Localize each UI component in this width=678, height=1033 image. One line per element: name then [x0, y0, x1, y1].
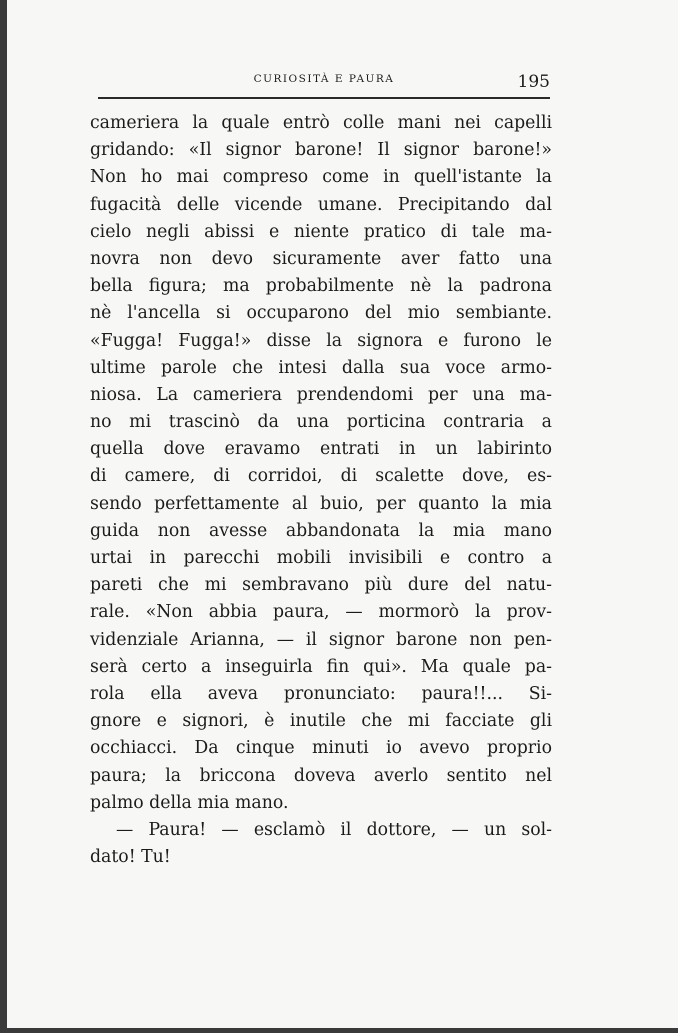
page-number: 195 [517, 72, 550, 92]
text-line: gridando: «Il signor barone! Il signor barone!» [90, 140, 552, 161]
text-line: fugacità delle vicende umane. Precipitando dal [90, 194, 552, 215]
text-line: urtai in parecchi mobili invisibili e contro a [90, 548, 552, 568]
scan-bottom-edge [0, 1028, 678, 1033]
text-line: «Fugga! Fugga!» disse la signora e furono le [90, 330, 552, 351]
scan-left-edge [0, 0, 7, 1033]
text-line: di camere, di corridoi, di scalette dove, es- [90, 466, 552, 487]
text-line: sendo perfettamente al buio, per quanto la mia [90, 493, 552, 514]
text-line: gnore e signori, è inutile che mi facciate gli [90, 711, 552, 732]
text-line: videnziale Arianna, — il signor barone non pen- [90, 629, 552, 650]
text-line: pareti che mi sembravano più dure del natu- [90, 575, 552, 596]
text-line: no mi trascinò da una porticina contraria a [90, 412, 552, 433]
text-line: cameriera la quale entrò colle mani nei capelli [90, 113, 552, 133]
text-line: Non ho mai compreso come in quell'istante la [90, 167, 552, 188]
text-line: bella figura; ma probabilmente nè la padrona [90, 276, 552, 297]
text-line: cielo negli abissi e niente pratico di tale ma- [90, 221, 552, 242]
text-line: dato! Tu! [90, 847, 171, 868]
running-title: CURIOSITÀ E PAURA [253, 73, 395, 85]
text-line: occhiacci. Da cinque minuti io avevo proprio [90, 738, 552, 759]
text-line: rale. «Non abbia paura, — mormorò la prov- [90, 602, 552, 623]
text-line: paura; la briccona doveva averlo sentito nel [90, 765, 552, 786]
text-line: guida non avesse abbandonata la mia mano [90, 520, 552, 541]
text-line: nè l'ancella si occuparono del mio sembiante. [90, 303, 552, 324]
text-line: palmo della mia mano. [90, 792, 289, 813]
text-line: ultime parole che intesi dalla sua voce armo- [90, 357, 552, 378]
text-line: novra non devo sicuramente aver fatto una [90, 248, 552, 269]
text-line: serà certo a inseguirla fin qui». Ma quale pa- [90, 656, 552, 677]
header-rule [98, 97, 550, 99]
text-line: quella dove eravamo entrati in un labirinto [90, 439, 552, 460]
text-line: niosa. La cameriera prendendomi per una ma- [90, 384, 552, 405]
page-header [98, 72, 550, 96]
text-line: rola ella aveva pronunciato: paura!!... Si- [90, 683, 552, 704]
text-line: — Paura! — esclamò il dottore, — un sol- [116, 819, 552, 840]
body-text [90, 110, 552, 871]
